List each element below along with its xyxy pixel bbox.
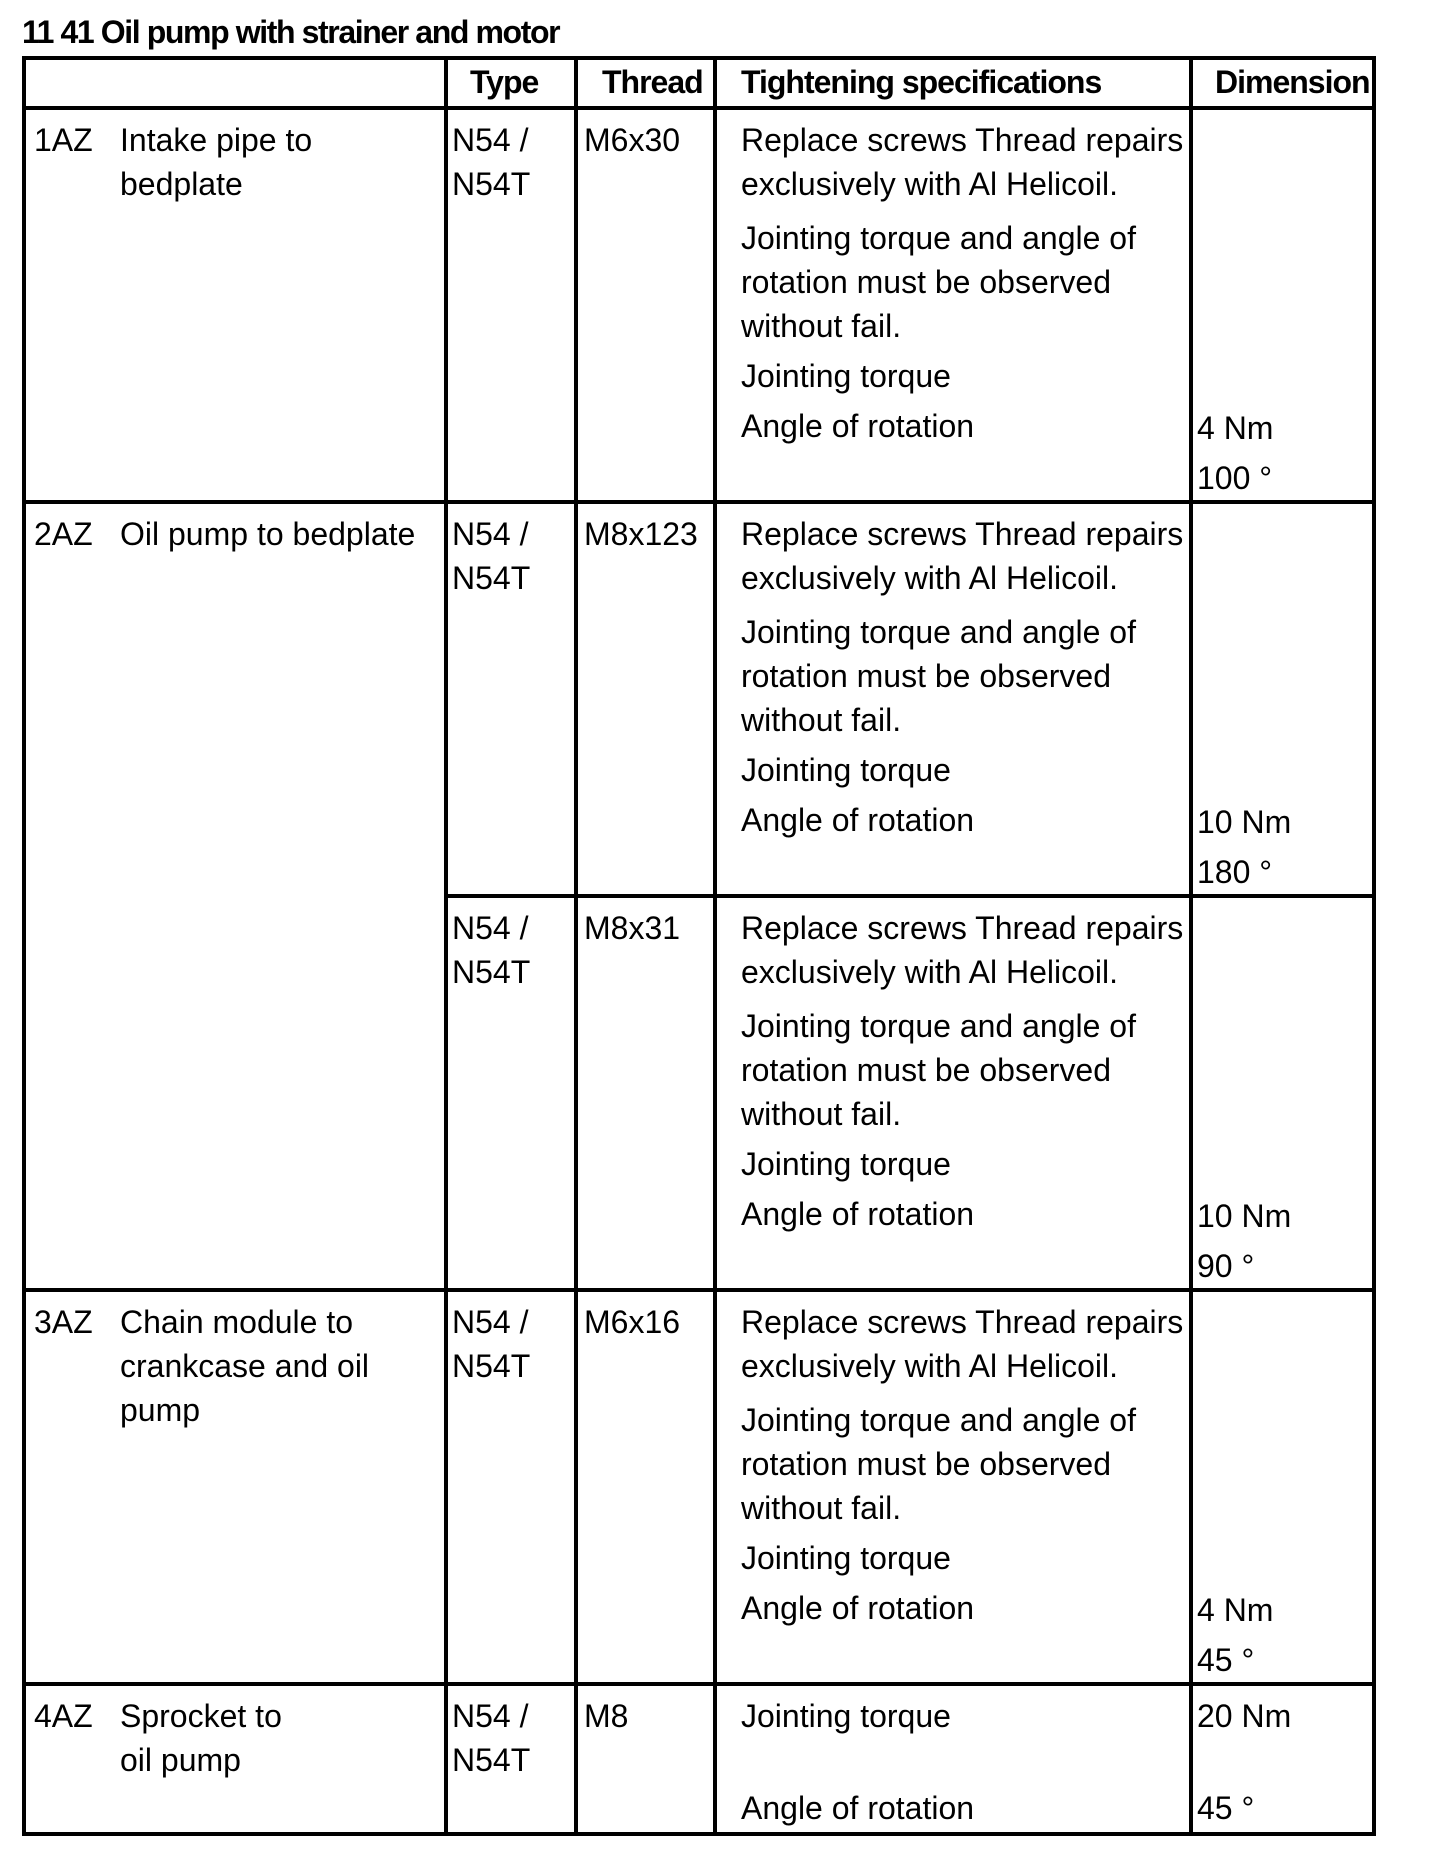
table-row <box>24 1290 1374 1684</box>
type-cell <box>446 108 576 502</box>
thread-cell <box>576 502 715 896</box>
header-thread: Thread <box>576 58 715 108</box>
thread-cell <box>576 896 715 1290</box>
spec-note: Replace screws Thread repairs exclusively with Al Helicoil. <box>741 122 1184 202</box>
dimension-angle: 45 ° <box>1197 1642 1255 1678</box>
spec-cell <box>715 896 1191 1290</box>
engine-type: N54 / N54T <box>452 910 531 990</box>
spec-label-torque: Jointing torque <box>741 1540 951 1576</box>
item-description: Sprocket to oil pump <box>120 1698 282 1778</box>
dimension-cell <box>1191 1684 1374 1834</box>
dimension-torque: 10 Nm <box>1197 1198 1292 1234</box>
spec-note: Jointing torque and angle of rotation must be observed without fail. <box>741 220 1136 344</box>
spec-cell <box>715 1684 1191 1834</box>
document-title: 11 41 Oil pump with strainer and motor <box>22 14 560 50</box>
table-row <box>24 1684 1374 1834</box>
thread-size: M8x123 <box>584 516 698 552</box>
thread-size: M6x30 <box>584 122 681 158</box>
engine-type: N54 / N54T <box>452 1304 531 1384</box>
item-code: 1AZ <box>34 122 93 158</box>
table-header-row <box>24 58 1374 108</box>
spec-cell <box>715 108 1191 502</box>
spec-label-angle: Angle of rotation <box>741 802 975 838</box>
spec-label-angle: Angle of rotation <box>741 1590 975 1626</box>
dimension-cell <box>1191 502 1374 896</box>
item-cell <box>24 1290 446 1684</box>
spec-label-torque: Jointing torque <box>741 1146 951 1182</box>
spec-note: Jointing torque and angle of rotation must be observed without fail. <box>741 1008 1136 1132</box>
item-cell <box>24 502 446 1290</box>
engine-type: N54 / N54T <box>452 122 531 202</box>
engine-type: N54 / N54T <box>452 516 531 596</box>
dimension-torque: 4 Nm <box>1197 1592 1274 1628</box>
dimension-cell <box>1191 896 1374 1290</box>
item-cell <box>24 108 446 502</box>
header-item <box>24 58 446 108</box>
item-code: 4AZ <box>34 1698 93 1734</box>
type-cell <box>446 1290 576 1684</box>
spec-label-angle: Angle of rotation <box>741 408 975 444</box>
type-cell <box>446 896 576 1290</box>
thread-size: M6x16 <box>584 1304 681 1340</box>
thread-cell <box>576 1290 715 1684</box>
header-spec: Tightening specifications <box>715 58 1191 108</box>
dimension-cell <box>1191 108 1374 502</box>
dimension-torque: 4 Nm <box>1197 410 1274 446</box>
table-row <box>24 108 1374 502</box>
spec-cell <box>715 1290 1191 1684</box>
type-cell <box>446 502 576 896</box>
spec-note: Jointing torque and angle of rotation must be observed without fail. <box>741 614 1136 738</box>
header-type: Type <box>446 58 576 108</box>
dimension-angle: 90 ° <box>1197 1248 1255 1284</box>
spec-note: Replace screws Thread repairs exclusively with Al Helicoil. <box>741 910 1184 990</box>
spec-note: Replace screws Thread repairs exclusively with Al Helicoil. <box>741 516 1184 596</box>
item-code: 3AZ <box>34 1304 93 1340</box>
item-code: 2AZ <box>34 516 93 552</box>
dimension-angle: 100 ° <box>1197 460 1273 496</box>
spec-note: Replace screws Thread repairs exclusively with Al Helicoil. <box>741 1304 1184 1384</box>
thread-size: M8 <box>584 1698 629 1734</box>
spec-label-angle: Angle of rotation <box>741 1790 975 1826</box>
thread-size: M8x31 <box>584 910 681 946</box>
dimension-angle: 45 ° <box>1197 1790 1255 1826</box>
item-description: Intake pipe to bedplate <box>120 122 313 202</box>
item-description: Chain module to crankcase and oil pump <box>120 1304 370 1428</box>
dimension-angle: 180 ° <box>1197 854 1273 890</box>
item-description: Oil pump to bedplate <box>120 516 416 552</box>
spec-label-torque: Jointing torque <box>741 752 951 788</box>
header-dimension: Dimension <box>1191 58 1374 108</box>
thread-cell <box>576 108 715 502</box>
spec-note: Jointing torque and angle of rotation must be observed without fail. <box>741 1402 1136 1526</box>
table-row <box>24 502 1374 896</box>
dimension-torque: 10 Nm <box>1197 804 1292 840</box>
item-cell <box>24 1684 446 1834</box>
tightening-spec-table <box>22 56 1376 1836</box>
type-cell <box>446 1684 576 1834</box>
dimension-torque: 20 Nm <box>1197 1698 1292 1734</box>
spec-cell <box>715 502 1191 896</box>
spec-label-angle: Angle of rotation <box>741 1196 975 1232</box>
engine-type: N54 / N54T <box>452 1698 531 1778</box>
spec-label-torque: Jointing torque <box>741 1698 951 1734</box>
thread-cell <box>576 1684 715 1834</box>
spec-label-torque: Jointing torque <box>741 358 951 394</box>
dimension-cell <box>1191 1290 1374 1684</box>
